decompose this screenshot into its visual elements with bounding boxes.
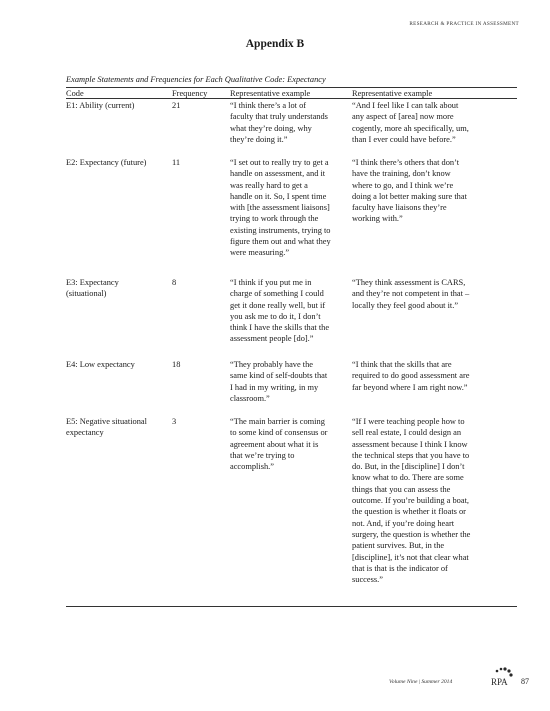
row-e4-example-2: “I think that the skills that are required to do good assessment are far beyond where I am right now.” — [352, 360, 470, 392]
table-bottom-rule — [66, 606, 517, 607]
row-e1-code: E1: Ability (current) — [66, 101, 135, 110]
footer-date: Summer 2014 — [421, 679, 453, 685]
running-head: RESEARCH & PRACTICE IN ASSESSMENT — [409, 21, 519, 27]
row-e1-example-2: “And I feel like I can talk about any aspect of [area] now more cogently, more ah specifically, um, than I ever could have before.” — [352, 101, 469, 144]
footer-separator: | — [417, 679, 422, 685]
rpa-logo — [488, 666, 514, 692]
row-e2-example-2: “I think there’s others that don’t have the training, don’t know where to go, and I think we’re doing a lot better making sure that faculty have liaisons they’re working with.” — [352, 158, 467, 224]
row-e2-code: E2: Expectancy (future) — [66, 158, 147, 167]
footer-issue — [389, 679, 452, 685]
header-example-2: Representative example — [352, 89, 433, 98]
page-number: 87 — [521, 677, 529, 686]
row-e3-example-2: “They think assessment is CARS, and they’re not competent in that – locally they feel good about it.” — [352, 278, 470, 310]
row-e3-frequency: 8 — [172, 278, 177, 287]
row-e4-frequency: 18 — [172, 360, 181, 369]
logo-text: RPA — [491, 677, 508, 687]
row-e2-frequency: 11 — [172, 158, 181, 167]
row-e5-example-1: “The main barrier is coming to some kind of consensus or agreement about what it is that we’re trying to accomplish.” — [230, 417, 328, 472]
row-e5-frequency: 3 — [172, 417, 177, 426]
row-e4-example-1: “They probably have the same kind of self-doubts that I had in my writing, in my classroom.” — [230, 360, 328, 403]
header-frequency: Frequency — [172, 89, 208, 98]
row-e2-example-1: “I set out to really try to get a handle on assessment, and it was really hard to get a handle on it. So, I spent time with [the assessment liaisons] trying to work through the existing instruments, trying to figure them out and what they were measuring.” — [230, 158, 331, 258]
table-caption: Example Statements and Frequencies for Each Qualitative Code: Expectancy — [66, 75, 326, 84]
row-e5-example-2: “If I were teaching people how to sell real estate, I could design an assessment because I think I know the technical steps that you have to do. But, in the [discipline] I don’t know what to do. There are some things that you can assess the outcome. If you’re building a boat, the question is whether it floats or not. And, if you’re doing heart surgery, the question is whether the patient survives. But, in the [discipline], it’s not that clear what that is that is the indicator of success.” — [352, 417, 471, 585]
row-e1-frequency: 21 — [172, 101, 181, 110]
header-rule — [66, 98, 517, 99]
row-e4-code: E4: Low expectancy — [66, 360, 135, 369]
appendix-title: Appendix B — [245, 38, 305, 50]
row-e1-example-1: “I think there’s a lot of faculty that truly understands what they’re doing, why they’re doing it.” — [230, 101, 328, 144]
header-code: Code — [66, 89, 84, 98]
row-e5-code: E5: Negative situational expectancy — [66, 417, 147, 438]
row-e3-example-1: “I think if you put me in charge of something I could get it done really well, but if you ask me to do it, I don’t think I have the skills that the assessment people [do].” — [230, 278, 330, 344]
row-e3-code: E3: Expectancy (situational) — [66, 278, 119, 299]
header-example-1: Representative example — [230, 89, 311, 98]
footer-volume: Volume Nine — [389, 679, 418, 685]
